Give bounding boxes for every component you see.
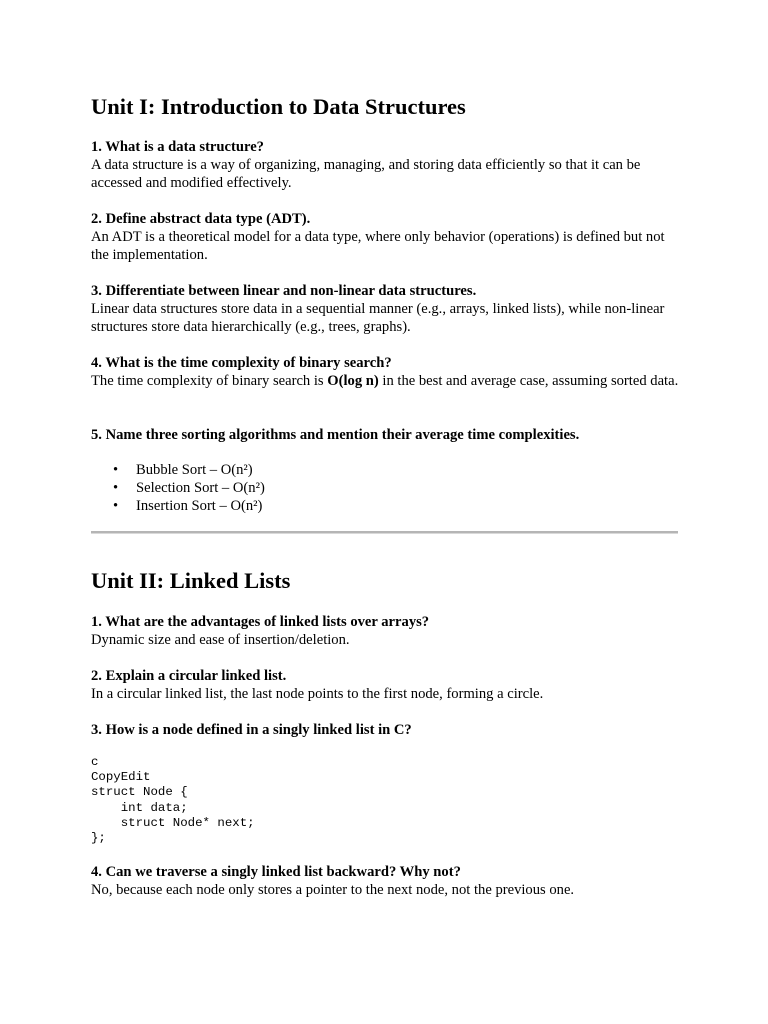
- question: 1. What is a data structure?: [91, 139, 264, 155]
- answer: [91, 372, 679, 390]
- answer-emphasis: O(log n): [327, 373, 379, 389]
- unit-1-qa-1: [91, 138, 679, 192]
- question: 3. Differentiate between linear and non-linear data structures.: [91, 283, 477, 299]
- unit-2-qa-2: [91, 667, 679, 703]
- answer: In a circular linked list, the last node points to the first node, forming a circle.: [91, 686, 544, 702]
- answer: An ADT is a theoretical model for a data type, where only behavior (operations) is defined but not the implementation.: [91, 229, 665, 263]
- list-item: [91, 497, 679, 515]
- unit-1-qa-4: [91, 354, 679, 390]
- question: 5. Name three sorting algorithms and mention their average time complexities.: [91, 427, 580, 443]
- question: 2. Explain a circular linked list.: [91, 668, 287, 684]
- unit-1-qa-3: [91, 282, 679, 336]
- answer: Linear data structures store data in a sequential manner (e.g., arrays, linked lists), while non-linear structures store data hierarchically (e.g., trees, graphs).: [91, 301, 665, 335]
- unit-2-qa-4: [91, 863, 679, 899]
- question: 4. What is the time complexity of binary search?: [91, 355, 392, 371]
- answer-text: The time complexity of binary search is: [91, 373, 328, 389]
- code-block: c CopyEdit struct Node { int data; struct Node* next; };: [91, 755, 255, 846]
- list-item-text: Bubble Sort – O(n²): [136, 462, 253, 478]
- answer-text: in the best and average case, assuming sorted data.: [378, 373, 679, 389]
- list-item-text: Insertion Sort – O(n²): [136, 498, 263, 514]
- unit-1-title: Unit I: Introduction to Data Structures: [91, 94, 466, 119]
- answer: No, because each node only stores a pointer to the next node, not the previous one.: [91, 882, 575, 898]
- section-divider: [91, 531, 678, 534]
- unit-2-qa-3: [91, 721, 679, 739]
- list-item-text: Selection Sort – O(n²): [136, 480, 265, 496]
- answer: Dynamic size and ease of insertion/deletion.: [91, 632, 350, 648]
- sorting-algorithms-list: [91, 461, 679, 515]
- unit-1-qa-5: [91, 426, 679, 444]
- bullet-icon: •: [113, 462, 119, 478]
- list-item: [91, 461, 679, 479]
- question: 3. How is a node defined in a singly linked list in C?: [91, 722, 412, 738]
- unit-1-qa-2: [91, 210, 679, 264]
- unit-2-qa-1: [91, 613, 679, 649]
- list-item: [91, 479, 679, 497]
- unit-2-title: Unit II: Linked Lists: [91, 568, 291, 593]
- bullet-icon: •: [113, 480, 119, 496]
- answer: A data structure is a way of organizing, managing, and storing data efficiently so that it can be accessed and modified effectively.: [91, 157, 641, 191]
- question: 1. What are the advantages of linked lists over arrays?: [91, 614, 430, 630]
- bullet-icon: •: [113, 498, 119, 514]
- question: 2. Define abstract data type (ADT).: [91, 211, 311, 227]
- question: 4. Can we traverse a singly linked list backward? Why not?: [91, 864, 461, 880]
